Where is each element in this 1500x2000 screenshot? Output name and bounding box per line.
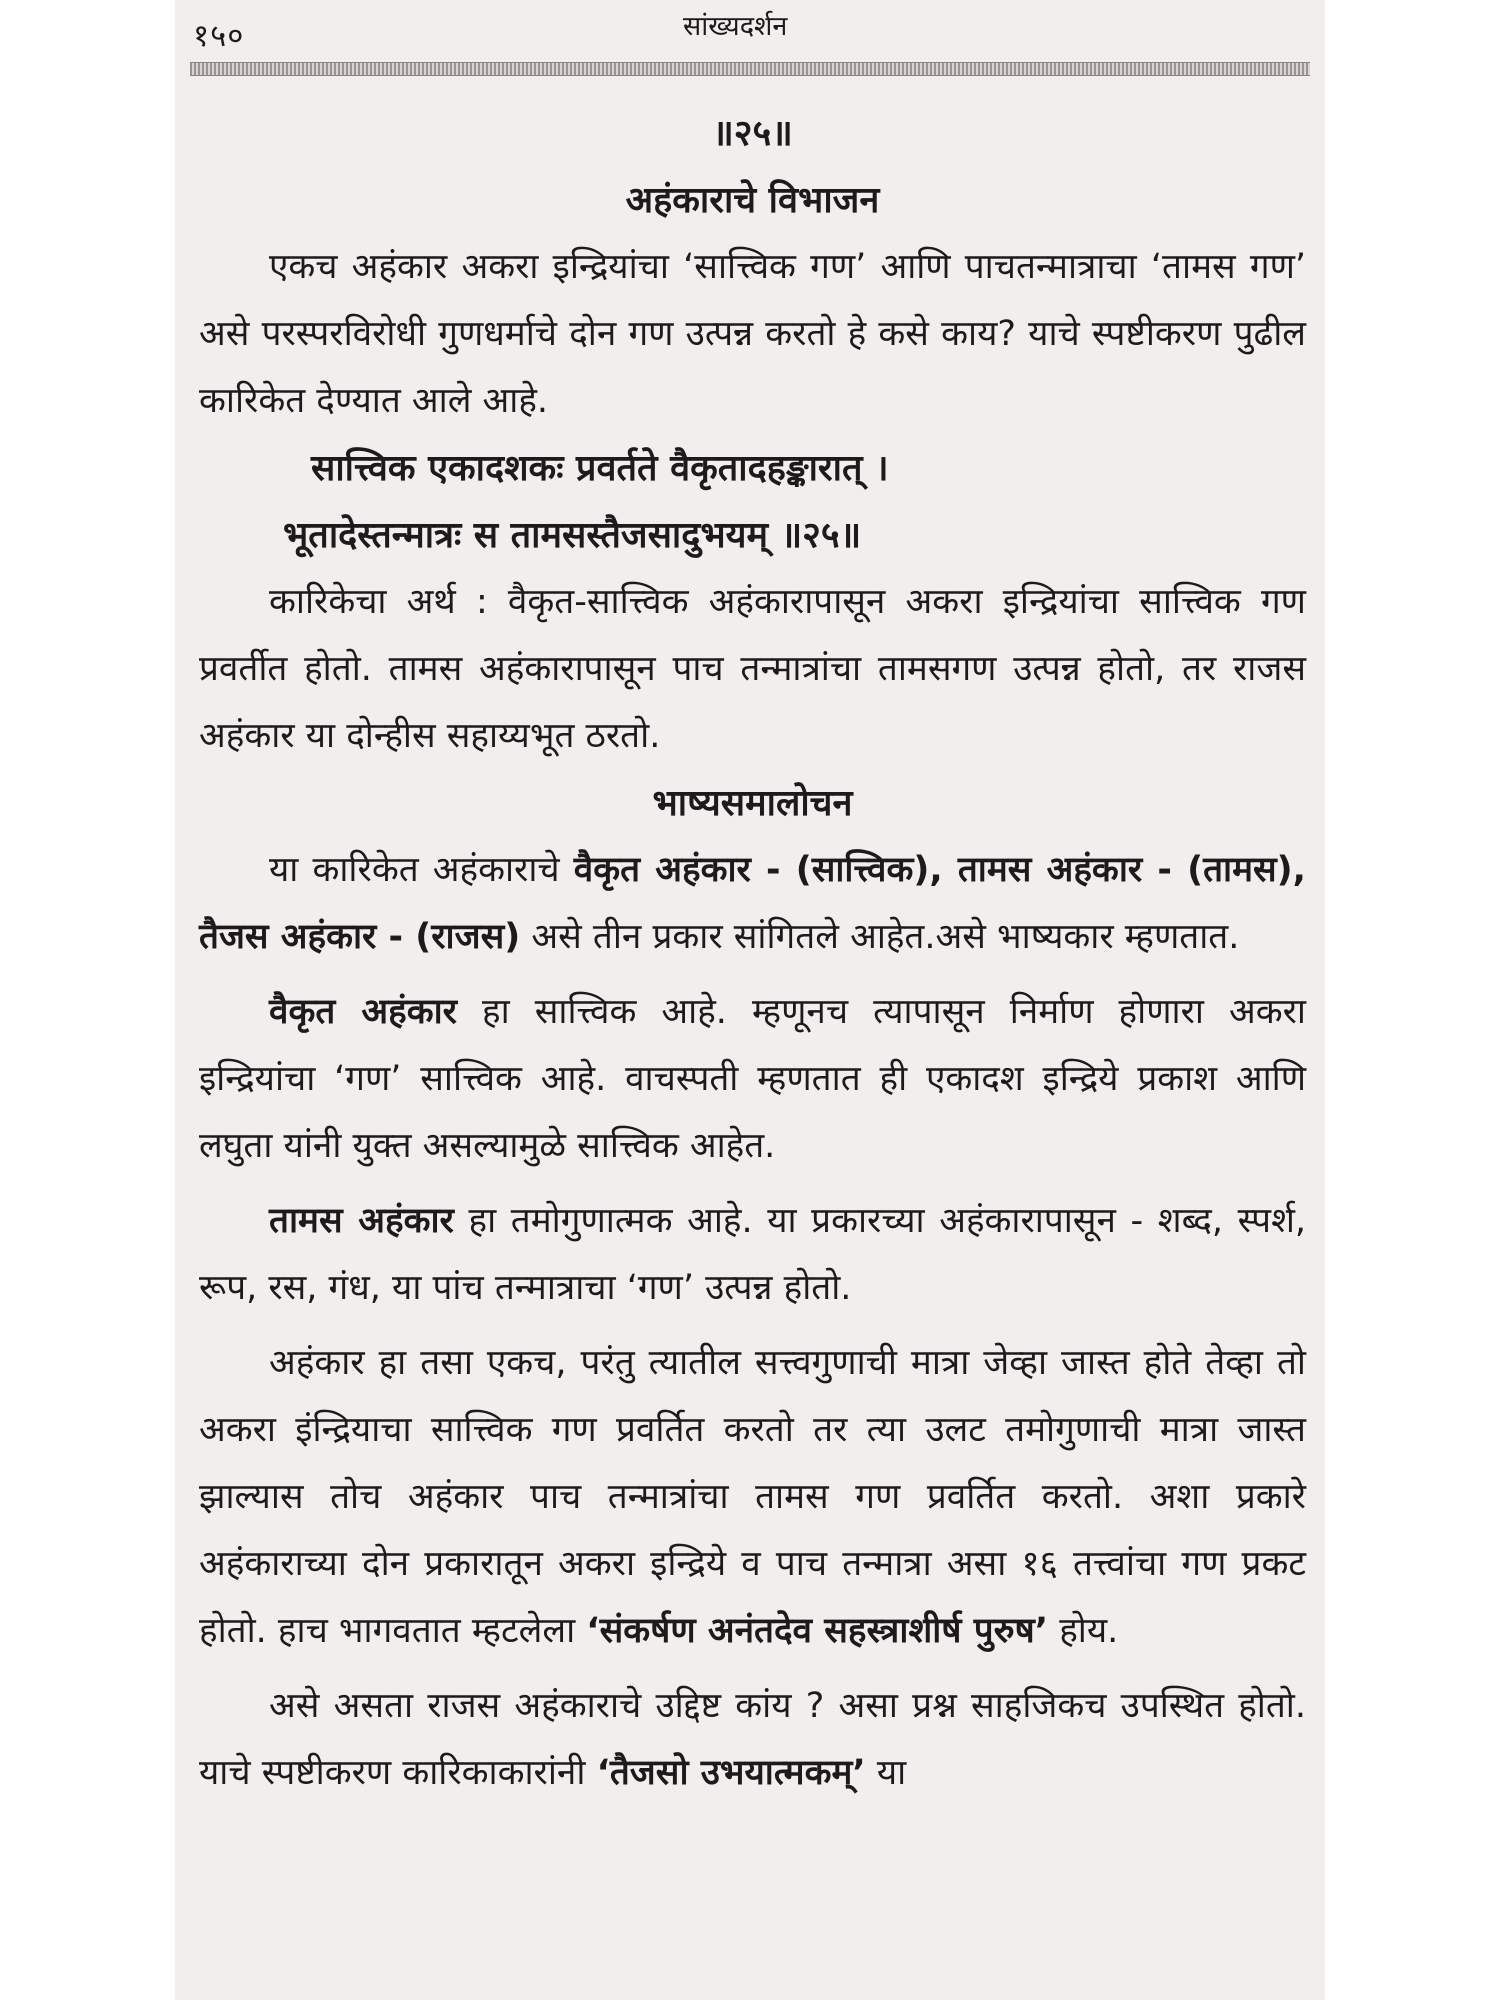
running-title: सांख्यदर्शन	[683, 11, 788, 42]
spacer	[199, 1322, 1306, 1330]
p5-emphasis: ‘तैजसो उभयात्मकम्’	[596, 1753, 866, 1793]
header-rule	[190, 62, 1310, 76]
p1-text-c: असे तीन प्रकार सांगितले आहेत.असे भाष्यकार म्हणतात.	[520, 917, 1240, 957]
section-title: अहंकाराचे विभाजन	[625, 180, 880, 221]
p4-emphasis: ‘संकर्षण अनंतदेव सहस्त्राशीर्ष पुरुष’	[586, 1611, 1049, 1651]
p4-text-a: अहंकार हा तसा एकच, परंतु त्यातील सत्त्वगुणाची मात्रा जेव्हा जास्त होते तेव्हा तो अकरा इंन्द्रियाचा सात्त्विक गण प्रवर्तित करतो तर त्या उलट तमोगुणाची मात्रा जास्त झाल्यास तोच अहंकार पाच तन्मात्रांचा तामस गण प्रवर्तित करतो. अशा प्रकारे अहंकाराच्या दोन प्रकारातून अकरा इन्द्रिये व पाच तन्मात्रा असा १६ तत्त्वांचा गण प्रकट होतो. हाच भागवतात म्हटलेला	[199, 1343, 1306, 1651]
meaning-text: वैकृत-सात्त्विक अहंकारापासून अकरा इन्द्रियांचा सात्त्विक गण प्रवर्तीत होतो. तामस अहंकारापासून पाच तन्मात्रांचा तामसगण उत्पन्न होतो, तर राजस अहंकार या दोन्हीस सहाय्यभूत ठरतो.	[199, 582, 1306, 756]
paragraph-3	[199, 1188, 1306, 1322]
page-body	[199, 100, 1306, 1807]
verse-line-2: भूतादेस्तन्मात्रः स तामसस्तैजसादुभयम् ॥२५॥	[283, 515, 862, 556]
meaning-paragraph	[199, 569, 1306, 770]
commentary-title: भाष्यसमालोचन	[652, 783, 853, 824]
paragraph-4	[199, 1330, 1306, 1665]
intro-paragraph: एकच अहंकार अकरा इन्द्रियांचा ‘सात्त्विक गण’ आणि पाचतन्मात्राचा ‘तामस गण’ असे परस्परविरोधी गुणधर्माचे दोन गण उत्पन्न करतो हे कसे काय? याचे स्पष्टीकरण पुढील कारिकेत देण्यात आले आहे.	[199, 247, 1306, 421]
paragraph-5	[199, 1673, 1306, 1807]
p2-text: हा सात्त्विक आहे. म्हणूनच त्यापासून निर्माण होणारा अकरा इन्द्रियांचा ‘गण’ सात्त्विक आहे. वाचस्पती म्हणतात ही एकादश इन्द्रिये प्रकाश आणि लघुता यांनी युक्त असल्यामुळे सात्त्विक आहेत.	[199, 992, 1306, 1166]
p4-text-c: होय.	[1048, 1611, 1119, 1651]
paragraph-2	[199, 979, 1306, 1180]
p5-text-a: असे असता राजस अहंकाराचे उद्दिष्ट कांय ? असा प्रश्न साहजिकच उपस्थित होतो. याचे स्पष्टीकरण कारिकाकारांनी	[199, 1686, 1306, 1793]
spacer	[199, 971, 1306, 979]
p1-emphasis: वैकृत अहंकार - (सात्त्विक), तामस अहंकार - (तामस), तैजस अहंकार - (राजस)	[199, 850, 1306, 957]
spacer	[199, 1665, 1306, 1673]
book-page	[175, 0, 1325, 2000]
spacer	[199, 1180, 1306, 1188]
verse-line-1: सात्त्विक एकादशकः प्रवर्तते वैकृतादहङ्कारात् ।	[311, 448, 889, 489]
page-header	[175, 0, 1325, 64]
p3-text: हा तमोगुणात्मक आहे. या प्रकारच्या अहंकारापासून - शब्द, स्पर्श, रूप, रस, गंध, या पांच तन्मात्राचा ‘गण’ उत्पन्न होतो.	[199, 1201, 1306, 1308]
paragraph-1	[199, 837, 1306, 971]
p5-text-c: या	[865, 1753, 907, 1793]
p3-emphasis: तामस अहंकार	[269, 1201, 454, 1241]
meaning-label: कारिकेचा अर्थ :	[269, 582, 488, 622]
p2-emphasis: वैकृत अहंकार	[269, 992, 457, 1032]
section-number: ॥२५॥	[712, 113, 793, 154]
page-number: १५०	[193, 18, 245, 54]
p1-text-a: या कारिकेत अहंकाराचे	[269, 850, 574, 890]
